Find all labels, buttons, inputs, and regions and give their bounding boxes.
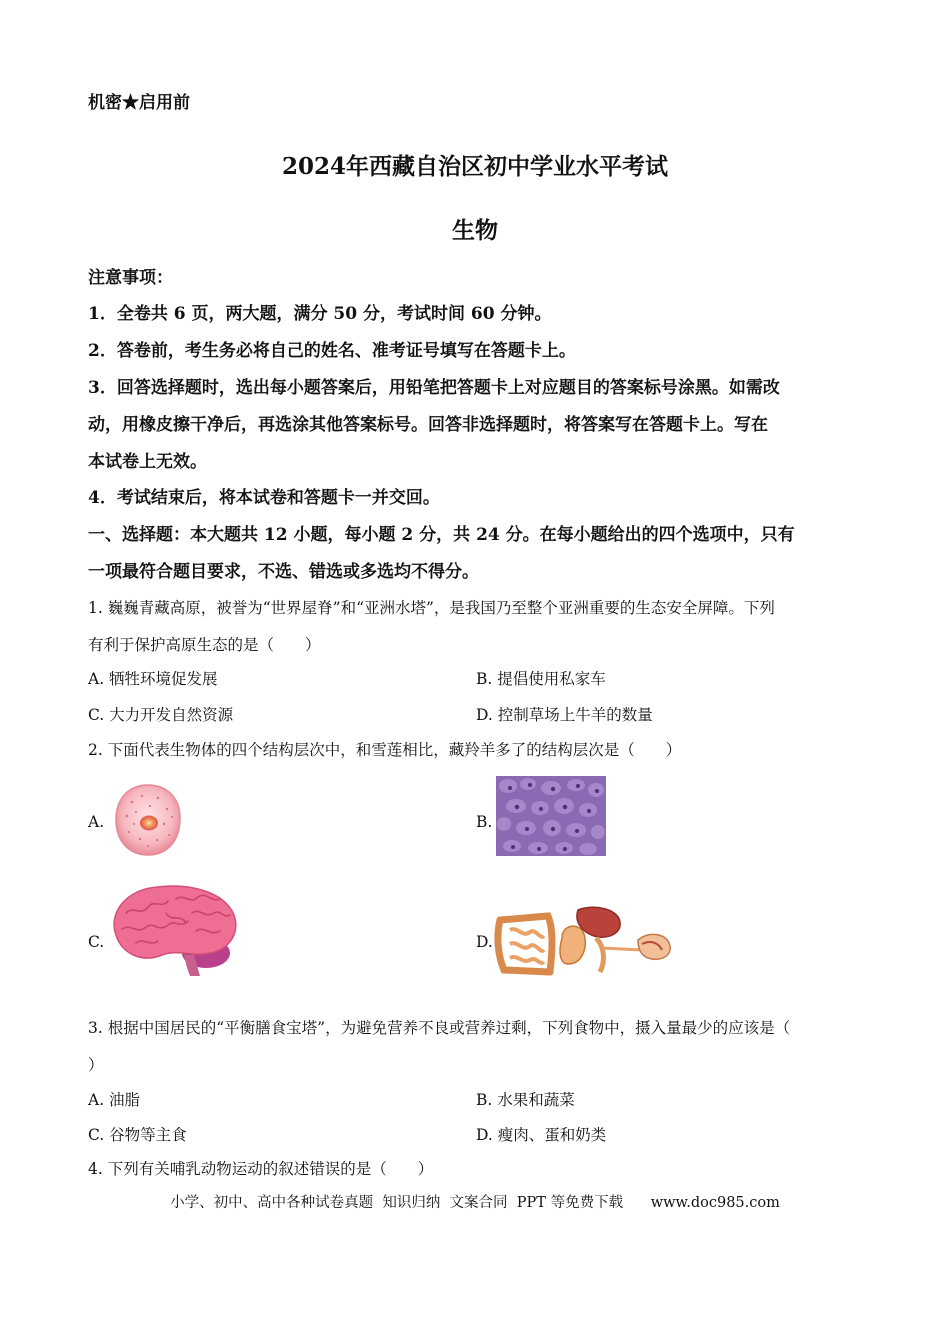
note-item-3-line-2: 动，用橡皮擦干净后，再选涂其他答案标号。回答非选择题时，将答案写在答题卡上。写在 — [88, 415, 768, 435]
exam-title: 2024年西藏自治区初中学业水平考试 — [281, 153, 668, 180]
question-2-label-c: C. — [88, 933, 105, 951]
brain-image — [106, 883, 242, 977]
tissue-image — [496, 776, 606, 856]
question-1-line-2: 有利于保护高原生态的是（ ） — [88, 636, 321, 654]
question-1-option-a: A. 牺牲环境促发展 — [88, 670, 218, 688]
question-4-line-1: 4. 下列有关哺乳动物运动的叙述错误的是（ ） — [88, 1160, 434, 1178]
digestive-system-image — [492, 900, 674, 980]
question-1-option-d: D. 控制草场上牛羊的数量 — [476, 706, 653, 724]
question-3-option-b: B. 水果和蔬菜 — [476, 1091, 575, 1109]
note-item-3-line-1: 3．回答选择题时，选出每小题答案后，用铅笔把答题卡上对应题目的答案标号涂黑。如需改 — [88, 378, 780, 398]
section-heading-line-2: 一项最符合题目要求，不选、错选或多选均不得分。 — [88, 562, 479, 582]
question-3-line-2: ） — [88, 1056, 104, 1074]
question-2-label-b: B. — [476, 813, 493, 831]
note-item-4: 4．考试结束后，将本试卷和答题卡一并交回。 — [88, 488, 440, 508]
confidential-label: 机密★启用前 — [88, 93, 190, 113]
question-3-line-1: 3. 根据中国居民的“平衡膳食宝塔”，为避免营养不良或营养过剩，下列食物中，摄入量最少的应该是（ — [88, 1019, 791, 1037]
cell-image — [112, 782, 184, 858]
note-item-2: 2．答卷前，考生务必将自己的姓名、准考证号填写在答题卡上。 — [88, 341, 576, 361]
note-item-1: 1．全卷共 6 页，两大题，满分 50 分，考试时间 60 分钟。 — [88, 304, 552, 324]
subject-title: 生物 — [452, 217, 498, 244]
question-1-line-1: 1. 巍巍青藏高原，被誉为“世界屋脊”和“亚洲水塔”，是我国乃至整个亚洲重要的生态安全屏障。下列 — [88, 599, 775, 617]
footer-text[interactable]: 小学、初中、高中各种试卷真题 知识归纳 文案合同 PPT 等免费下载 www.doc985.com — [170, 1195, 780, 1211]
note-item-3-line-3: 本试卷上无效。 — [88, 452, 207, 472]
question-3-option-a: A. 油脂 — [88, 1091, 141, 1109]
question-2-label-a: A. — [88, 813, 105, 831]
question-2-line-1: 2. 下面代表生物体的四个结构层次中，和雪莲相比，藏羚羊多了的结构层次是（ ） — [88, 741, 682, 759]
section-heading-line-1: 一、选择题：本大题共 12 小题，每小题 2 分，共 24 分。在每小题给出的四个选项中，只有 — [88, 525, 795, 545]
notes-heading: 注意事项： — [88, 268, 173, 288]
question-3-option-d: D. 瘦肉、蛋和奶类 — [476, 1126, 607, 1144]
question-3-option-c: C. 谷物等主食 — [88, 1126, 187, 1144]
question-2-label-d: D. — [476, 933, 493, 951]
question-1-option-b: B. 提倡使用私家车 — [476, 670, 606, 688]
question-1-option-c: C. 大力开发自然资源 — [88, 706, 234, 724]
